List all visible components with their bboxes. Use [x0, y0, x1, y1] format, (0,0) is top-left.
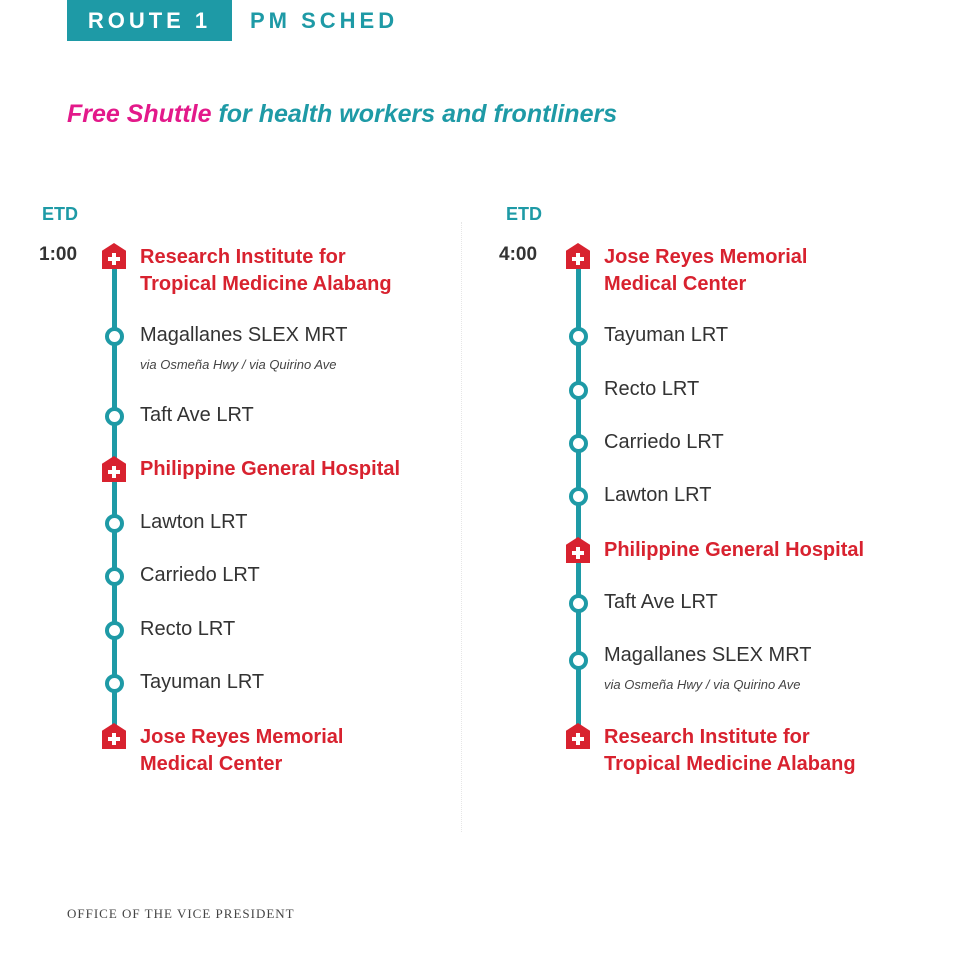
hospital-icon	[102, 244, 126, 268]
stop-name: Magallanes SLEX MRT	[140, 324, 348, 346]
stop-name: Magallanes SLEX MRT	[604, 644, 812, 666]
stop-name-line2: Medical Center	[140, 753, 283, 775]
station-icon	[566, 324, 590, 348]
stop-name: Lawton LRT	[604, 484, 712, 506]
stop-name: Philippine General Hospital	[604, 539, 865, 561]
stop-name: Research Institute for	[604, 726, 810, 748]
hospital-icon	[102, 724, 126, 748]
stop-name-line2: Tropical Medicine Alabang	[140, 273, 392, 295]
stop-name-line2: Medical Center	[604, 273, 747, 295]
station-icon	[102, 324, 126, 348]
footer-organization: OFFICE OF THE VICE PRESIDENT	[67, 906, 295, 921]
hospital-icon	[102, 457, 126, 481]
schedule-column-2	[464, 0, 924, 960]
stop-name: Taft Ave LRT	[604, 591, 718, 613]
stop-name: Recto LRT	[140, 618, 236, 640]
hospital-icon	[566, 244, 590, 268]
route-badge: ROUTE 1	[67, 0, 232, 41]
station-icon	[102, 511, 126, 535]
station-icon	[102, 404, 126, 428]
stop-name: Carriedo LRT	[140, 564, 260, 586]
stop-name: Jose Reyes Memorial	[140, 726, 344, 748]
station-icon	[102, 671, 126, 695]
tagline-rest: for health workers and frontliners	[218, 100, 618, 128]
stop-subtitle: via Osmeña Hwy / via Quirino Ave	[604, 677, 801, 692]
stop-name: Tayuman LRT	[604, 324, 729, 346]
station-icon	[102, 564, 126, 588]
hospital-icon	[566, 724, 590, 748]
departure-time: 1:00	[39, 244, 78, 265]
schedule-column-1	[0, 0, 460, 960]
station-icon	[102, 618, 126, 642]
hospital-icon	[566, 538, 590, 562]
stop-name-line2: Tropical Medicine Alabang	[604, 753, 856, 775]
station-icon	[566, 378, 590, 402]
column-divider	[461, 222, 462, 832]
etd-label: ETD	[506, 204, 542, 224]
station-icon	[566, 484, 590, 508]
stop-name: Philippine General Hospital	[140, 458, 401, 480]
stop-name: Tayuman LRT	[140, 671, 265, 693]
stop-name: Carriedo LRT	[604, 431, 724, 453]
stop-name: Taft Ave LRT	[140, 404, 254, 426]
station-icon	[566, 648, 590, 672]
stop-subtitle: via Osmeña Hwy / via Quirino Ave	[140, 357, 337, 372]
etd-label: ETD	[42, 204, 78, 224]
tagline-highlight: Free Shuttle	[67, 100, 212, 128]
stop-name: Research Institute for	[140, 246, 346, 268]
stop-name: Jose Reyes Memorial	[604, 246, 808, 268]
stop-name: Recto LRT	[604, 378, 700, 400]
station-icon	[566, 431, 590, 455]
station-icon	[566, 591, 590, 615]
departure-time: 4:00	[499, 244, 538, 265]
schedule-label: PM SCHED	[250, 7, 399, 33]
stop-name: Lawton LRT	[140, 511, 248, 533]
